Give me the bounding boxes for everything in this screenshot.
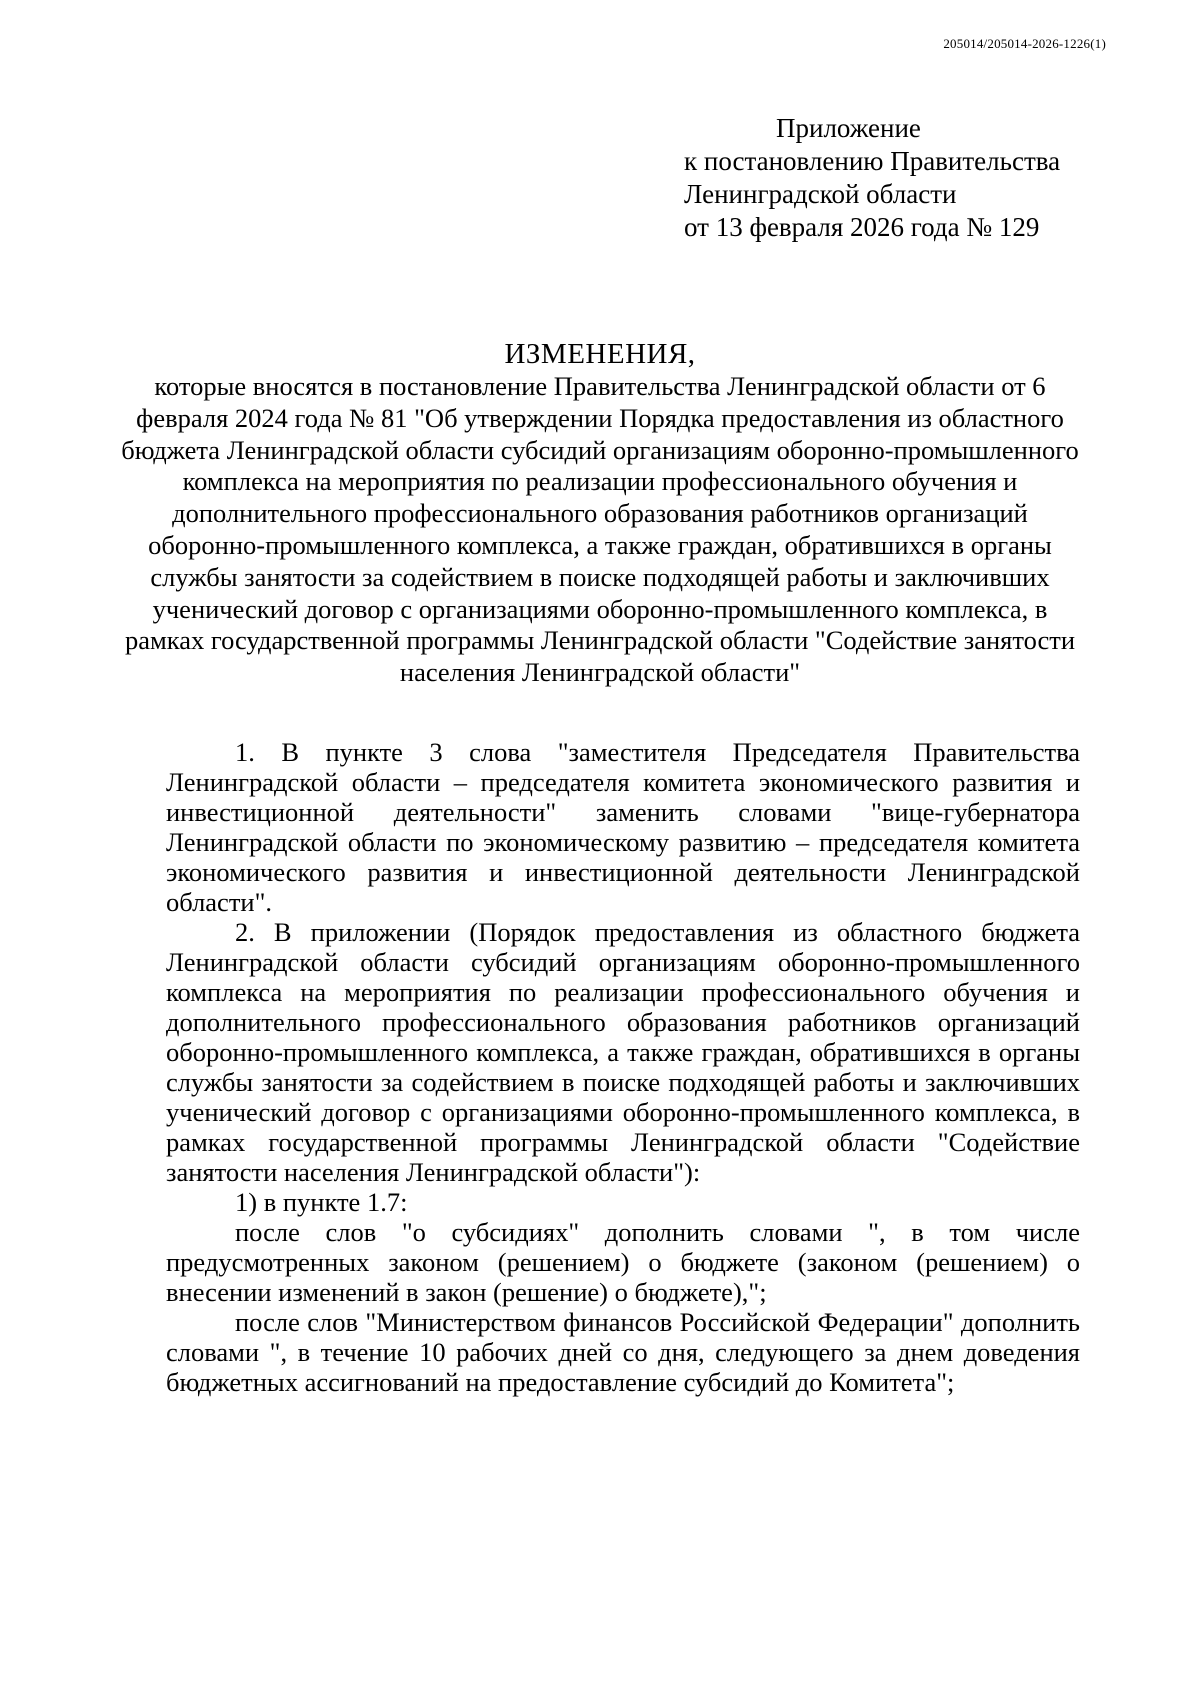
document-id: 205014/205014-2026-1226(1)	[943, 36, 1106, 51]
paragraph-4: после слов "о субсидиях" дополнить словами ", в том числе предусмотренных законом (решением) о бюджете (законом (решением) о внесении изменений в закон (решение) о бюджете),";	[166, 1217, 1080, 1307]
document-subtitle: которые вносятся в постановление Правительства Ленинградской области от 6 февраля 2024 года № 81 "Об утверждении Порядка предоставления из областного бюджета Ленинградской области субсидий организациям оборонно-промышленного комплекса на мероприятия по реализации профессионального обучения и дополнительного профессионального образования работников организаций оборонно-промышленного комплекса, а также граждан, обратившихся в органы службы занятости за содействием в поиске подходящей работы и заключивших ученический договор с организациями оборонно-промышленного комплекса, в рамках государственной программы Ленинградской области "Содействие занятости населения Ленинградской области"	[121, 371, 1079, 688]
document-title: ИЗМЕНЕНИЯ,	[504, 338, 696, 370]
title-block	[120, 337, 1080, 689]
paragraph-1: 1. В пункте 3 слова "заместителя Председателя Правительства Ленинградской области – председателя комитета экономического развития и инвестиционной деятельности" заменить словами "вице-губернатора Ленинградской области по экономическому развитию – председателя комитета экономического развития и инвестиционной деятельности Ленинградской области".	[166, 737, 1080, 917]
appendix-date-line: от 13 февраля 2026 года № 129	[684, 212, 1040, 242]
appendix-resolution-line: к постановлению Правительства	[684, 146, 1061, 176]
appendix-label: Приложение	[776, 113, 921, 143]
paragraph-2: 2. В приложении (Порядок предоставления из областного бюджета Ленинградской области субсидий организациям оборонно-промышленного комплекса на мероприятия по реализации профессионального обучения и дополнительного профессионального образования работников организаций оборонно-промышленного комплекса, а также граждан, обратившихся в органы службы занятости за содействием в поиске подходящей работы и заключивших ученический договор с организациями оборонно-промышленного комплекса, в рамках государственной программы Ленинградской области "Содействие занятости населения Ленинградской области"):	[166, 917, 1080, 1187]
paragraph-5: после слов "Министерством финансов Российской Федерации" дополнить словами ", в течение 10 рабочих дней со дня, следующего за днем доведения бюджетных ассигнований на предоставление субсидий до Комитета";	[166, 1307, 1080, 1397]
appendix-region-line: Ленинградской области	[684, 179, 957, 209]
document-body	[166, 737, 1080, 1397]
appendix-header	[684, 112, 1060, 244]
paragraph-3: 1) в пункте 1.7:	[235, 1187, 408, 1217]
